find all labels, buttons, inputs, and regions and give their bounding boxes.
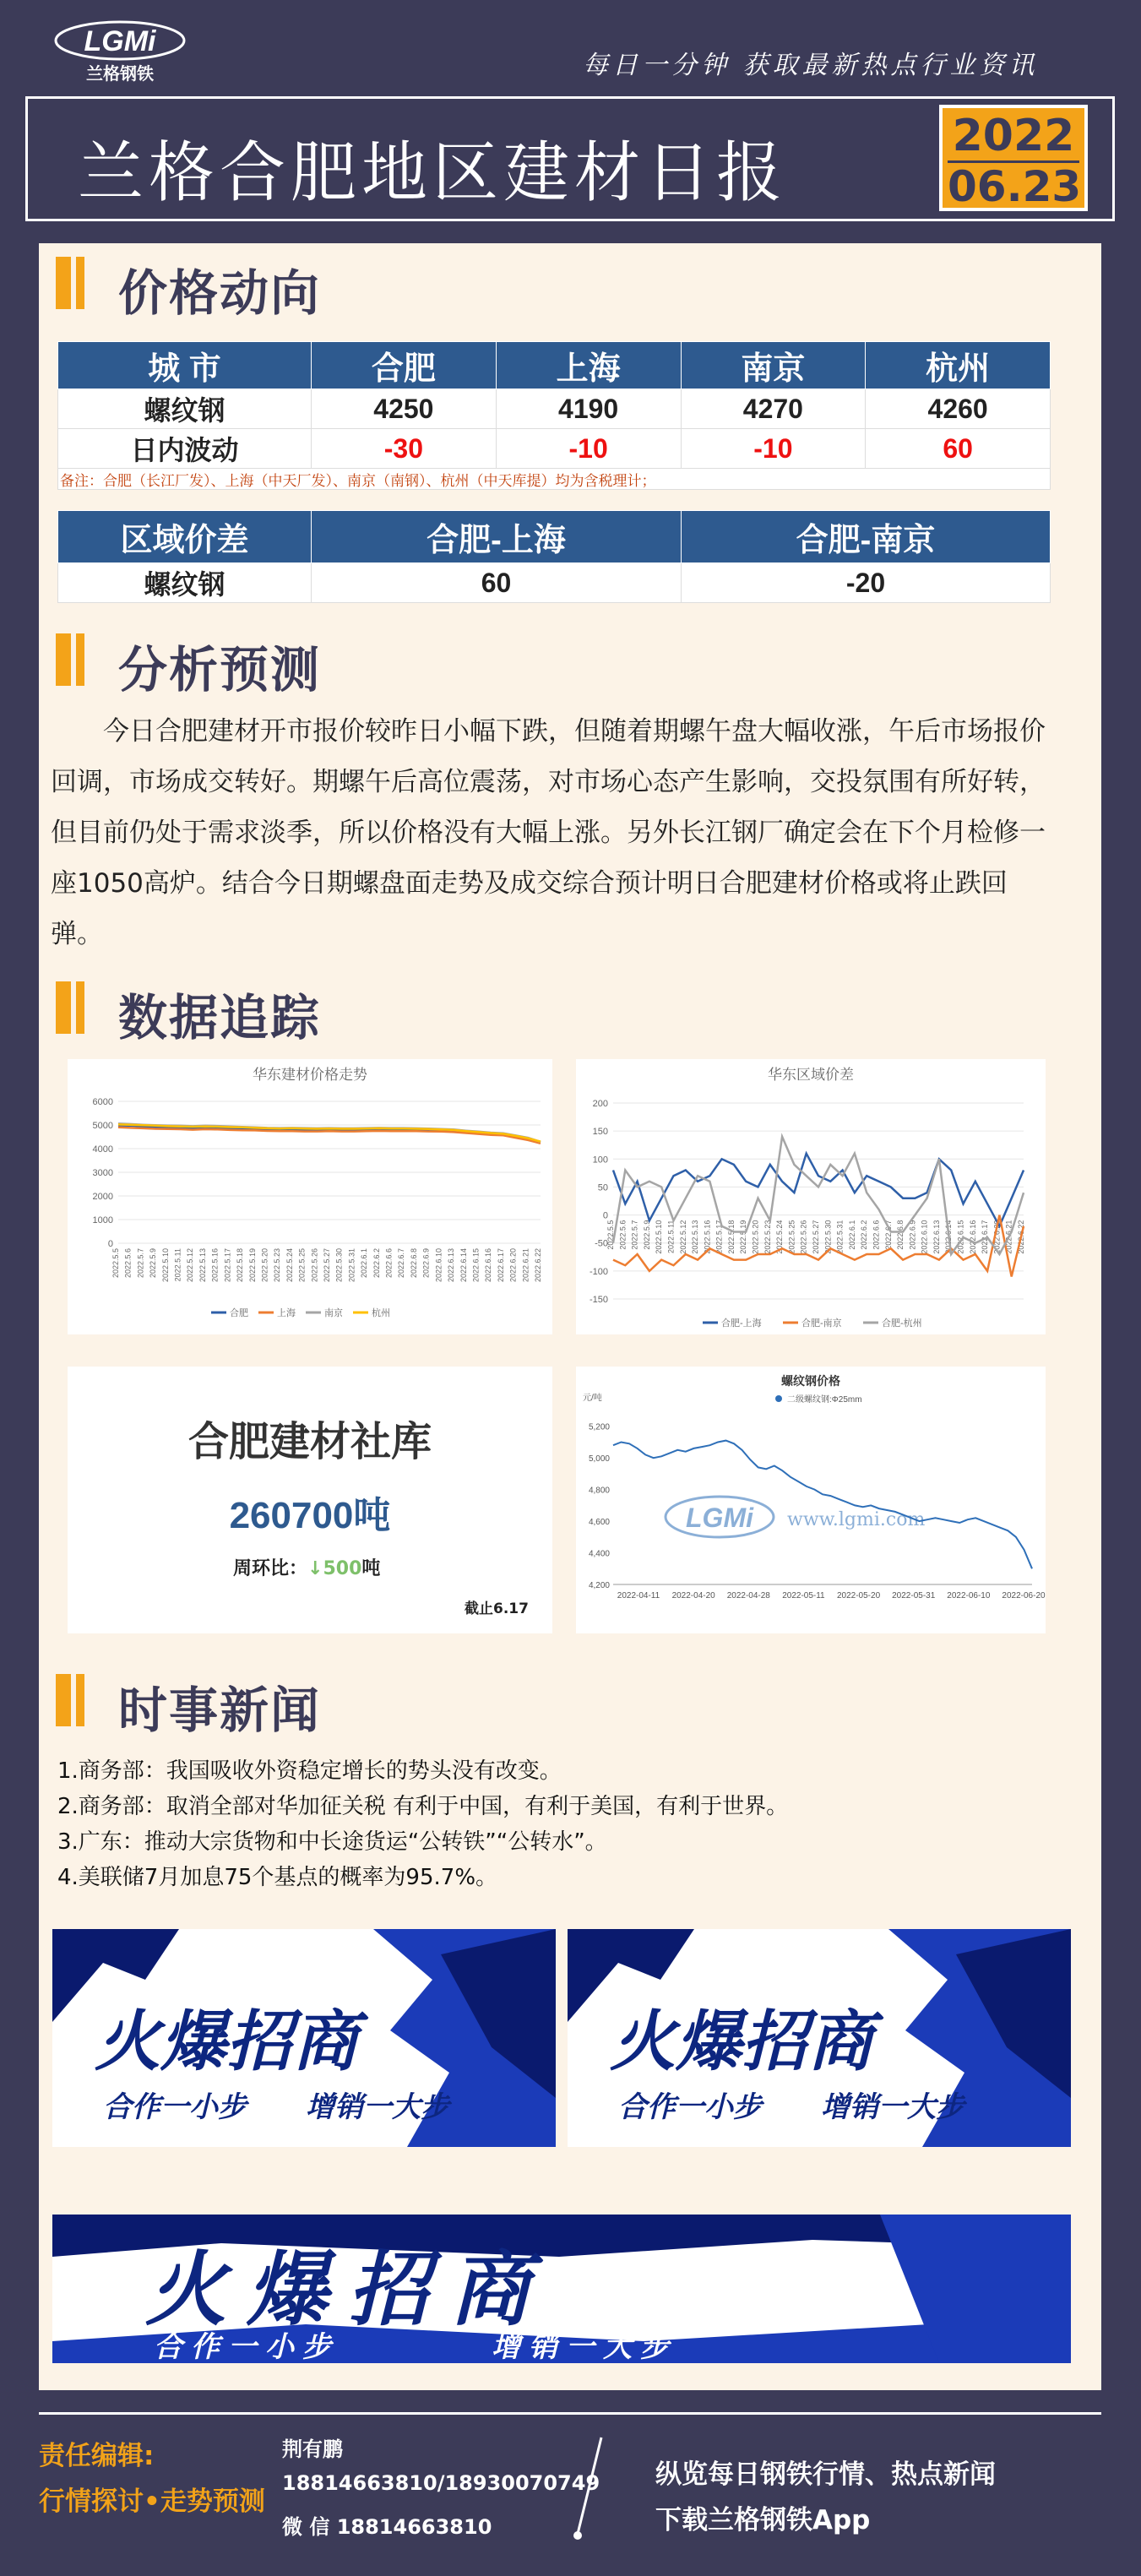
footer-slogan-1: 纵览每日钢铁行情、热点新闻 [655,2459,996,2490]
y-tick-label: 4,800 [588,1486,610,1496]
section-heading-news [56,1671,562,1739]
footer-editor-label: 责任编辑: [39,2441,155,2471]
y-tick-label: 6000 [92,1097,113,1107]
inventory-value: 260700吨 [229,1495,391,1536]
page-title: 兰格合肥地区建材日报 [78,135,788,211]
x-tick-label: 2022.5.19 [739,1220,748,1254]
footer-wechat: 微 信 18814663810 [282,2515,492,2539]
chart-svg [576,1059,1046,1334]
x-tick-label: 2022.5.10 [655,1220,664,1254]
x-tick-label: 2022.6.8 [409,1248,418,1279]
x-tick-label: 2022.6.16 [968,1220,977,1254]
down-arrow-icon: ↓ [307,1558,323,1579]
x-tick-label: 2022.5.16 [210,1248,220,1283]
y-tick-label: 5,000 [588,1454,610,1465]
x-tick-label: 2022.6.13 [447,1248,456,1283]
x-tick-label: 2022.5.16 [703,1220,712,1254]
x-tick-label: 2022.6.14 [944,1220,954,1254]
table-row [58,563,1051,603]
row-label: 螺纹钢 [58,563,312,603]
x-tick-label: 2022.6.21 [521,1248,530,1283]
x-tick-label: 2022.6.20 [992,1220,1002,1254]
x-tick-label: 2022.5.12 [186,1248,195,1283]
x-tick-label: 2022.5.9 [149,1248,158,1279]
date-monthday: 06.23 [948,162,1082,211]
chart-rebar-price [576,1367,1046,1633]
inventory-deadline: 截止6.17 [465,1600,529,1617]
legend-label: 上海 [277,1308,296,1318]
x-tick-label: 2022.5.26 [310,1248,319,1283]
ad-art [52,1929,556,2147]
chart-title: 螺纹钢价格 [781,1374,840,1388]
ad-banner-wide[interactable] [52,2215,1071,2363]
ad-sub1: 合作一小步 [103,2090,247,2124]
chart-svg [68,1059,552,1334]
y-tick-label: -50 [595,1238,608,1249]
section-heading-analysis [56,630,562,698]
x-tick-label: 2022.5.17 [223,1248,232,1283]
cell-change: -30 [312,429,497,469]
x-tick-label: 2022.5.30 [823,1220,833,1254]
wow-label: 周环比： [233,1558,308,1579]
legend-label: 合肥 [230,1308,248,1318]
cell-price: 4190 [496,389,681,429]
x-tick-label: 2022.6.10 [920,1220,929,1254]
news-item[interactable]: 4.美联储7月加息75个基点的概率为95.7%。 [57,1865,498,1890]
y-tick-label: 0 [107,1239,113,1249]
news-item[interactable]: 3.广东：推动大宗货物和中长途货运“公转铁”“公转水”。 [57,1829,607,1855]
price-note: 备注：合肥（长江厂发）、上海（中天厂发）、南京（南钢）、杭州（中天库提）均为含税理计； [57,468,1051,490]
ad-art [568,1929,1071,2147]
price-table [57,341,1051,469]
x-tick-label: 2022.5.13 [198,1248,207,1283]
wow-unit: 吨 [361,1558,381,1579]
x-tick-label: 2022.6.16 [484,1248,493,1283]
x-tick-label: 2022.6.2 [860,1220,869,1250]
x-tick-label: 2022.6.2 [372,1248,381,1279]
x-tick-label: 2022.5.20 [751,1220,760,1254]
legend-label: 南京 [324,1308,343,1318]
table-row [58,429,1051,469]
x-tick-label: 2022-06-10 [947,1591,991,1600]
ad-headline: 火爆招商 [145,2242,551,2337]
x-tick-label: 2022.5.25 [787,1220,796,1254]
y-tick-label: 2000 [92,1192,113,1202]
x-tick-label: 2022.6.9 [421,1248,431,1279]
section-heading-price [56,253,562,322]
y-tick-label: 150 [592,1127,608,1138]
spread-header-hefei-nanjing: 合肥-南京 [682,511,1051,563]
x-tick-label: 2022.6.6 [384,1248,394,1279]
footer-editor-name: 荆有鹏 [282,2437,343,2461]
price-header-city: 城 市 [58,342,312,389]
date-badge [939,105,1088,211]
x-tick-label: 2022.5.31 [347,1248,356,1283]
x-tick-label: 2022.5.18 [726,1220,736,1254]
news-item[interactable]: 1.商务部：我国吸收外资稳定增长的势头没有改变。 [57,1758,562,1784]
y-tick-label: 4000 [92,1144,113,1155]
x-tick-label: 2022.6.7 [883,1220,893,1250]
x-tick-label: 2022.5.25 [297,1248,307,1283]
y-tick-label: 4,600 [588,1518,610,1528]
y-tick-label: 3000 [92,1168,113,1178]
cell-spread: -20 [682,563,1051,603]
y-tick-label: -150 [589,1295,608,1305]
x-tick-label: 2022.5.30 [334,1248,344,1283]
x-tick-label: 2022-05-11 [782,1591,825,1600]
section-title: 分析预测 [118,641,322,698]
x-tick-label: 2022.6.13 [932,1220,941,1254]
x-tick-label: 2022.5.31 [835,1220,845,1254]
cell-price: 4250 [312,389,497,429]
x-tick-label: 2022.5.13 [691,1220,700,1254]
news-item[interactable]: 2.商务部：取消全部对华加征关税 有利于中国，有利于美国，有利于世界。 [57,1794,789,1819]
x-tick-label: 2022.5.7 [136,1248,145,1279]
logo-text: LGMi [84,25,156,57]
price-header-nanjing: 南京 [681,342,866,389]
tagline: 每日一分钟 获取最新热点行业资讯 [583,51,1039,80]
x-tick-label: 2022.6.22 [534,1248,542,1283]
x-tick-label: 2022.6.22 [1017,1220,1025,1254]
legend-label: 二级螺纹钢:Φ25mm [787,1395,862,1405]
section-title: 数据追踪 [118,989,322,1046]
footer-slogan-2[interactable]: 下载兰格钢铁App [655,2505,871,2535]
x-tick-label: 2022.5.7 [630,1220,639,1250]
ad-sub1: 合作一小步 [618,2090,762,2124]
price-header-hefei: 合肥 [312,342,497,389]
x-tick-label: 2022.6.14 [459,1248,468,1283]
y-tick-label: 1000 [92,1215,113,1226]
y-tick-label: -100 [589,1266,608,1277]
ad-sub2: 增销一大步 [821,2090,964,2124]
x-tick-label: 2022-05-20 [836,1591,881,1600]
inventory-wow [233,1554,380,1580]
row-label: 螺纹钢 [58,389,312,429]
ad-sub2: 增销一大步 [306,2090,449,2124]
ad-sub2: 增销一大步 [492,2330,677,2363]
price-header-shanghai: 上海 [496,342,681,389]
table-row [58,389,1051,429]
x-tick-label: 2022.5.17 [714,1220,724,1254]
cell-price: 4270 [681,389,866,429]
x-tick-label: 2022.5.24 [285,1248,294,1283]
x-tick-label: 2022-04-20 [671,1591,715,1600]
x-tick-label: 2022-05-31 [892,1591,936,1600]
lgmi-logo [52,19,187,86]
x-tick-label: 2022.6.1 [360,1248,369,1279]
spread-header-region: 区域价差 [58,511,312,563]
cell-change: -10 [496,429,681,469]
y-tick-label: 5,200 [588,1422,610,1432]
ad-banner-right[interactable] [568,1929,1071,2147]
legend-marker [775,1395,782,1402]
x-tick-label: 2022.5.27 [812,1220,820,1254]
x-tick-label: 2022-04-28 [726,1591,770,1600]
footer-phone: 18814663810/18930070749 [282,2471,600,2495]
ad-art [52,2215,1071,2363]
x-tick-label: 2022.6.7 [397,1248,406,1279]
spread-header-hefei-shanghai: 合肥-上海 [312,511,682,563]
x-tick-label: 2022.5.11 [666,1220,676,1253]
x-tick-label: 2022.6.17 [981,1220,990,1254]
watermark-logo: LGMi [686,1503,753,1533]
x-tick-label: 2022.5.23 [273,1248,282,1283]
y-tick-label: 200 [592,1099,608,1109]
chart-title: 华东区域价差 [768,1067,854,1083]
y-tick-label: 100 [592,1155,608,1166]
ad-headline: 火爆招商 [95,2004,359,2080]
section-title: 价格动向 [118,264,322,322]
x-tick-label: 2022.5.27 [323,1248,331,1283]
cell-spread: 60 [312,563,682,603]
watermark [666,1497,925,1537]
x-tick-label: 2022.5.12 [678,1220,687,1254]
divider-slash-icon [564,2432,615,2551]
x-tick-label: 2022.5.5 [606,1220,615,1250]
chart-east-china-price [68,1059,552,1334]
y-tick-label: 4,400 [588,1549,610,1559]
x-tick-label: 2022.6.17 [496,1248,505,1283]
legend-label: 杭州 [372,1308,390,1318]
y-tick-label: 4,200 [588,1581,610,1590]
ad-sub1: 合作一小步 [154,2330,340,2363]
y-tick-label: 5000 [92,1121,113,1131]
x-tick-label: 2022.5.9 [642,1220,651,1250]
x-tick-label: 2022.5.18 [236,1248,245,1283]
x-tick-label: 2022.6.8 [896,1220,905,1250]
row-label: 日内波动 [58,429,312,469]
section-heading-data [56,978,562,1046]
y-tick-label: 50 [597,1182,608,1193]
cell-price: 4260 [866,389,1051,429]
spread-table [57,510,1051,603]
x-tick-label: 2022.5.5 [111,1248,120,1279]
price-header-hangzhou: 杭州 [866,342,1051,389]
x-tick-label: 2022.5.6 [618,1220,628,1250]
legend-label: 合肥-南京 [801,1318,842,1329]
chart-svg [576,1367,1046,1633]
ad-banner-left[interactable] [52,1929,556,2147]
footer-editor-desc: 行情探讨•走势预测 [39,2486,265,2517]
chart-east-china-spread [576,1059,1046,1334]
x-tick-label: 2022.6.9 [908,1220,917,1250]
legend-label: 合肥-杭州 [882,1318,922,1329]
ad-headline: 火爆招商 [610,2004,874,2080]
x-tick-label: 2022.6.10 [434,1248,443,1283]
x-tick-label: 2022.5.19 [247,1248,257,1283]
y-tick-label: 0 [602,1210,608,1221]
analysis-paragraph: 今日合肥建材开市报价较昨日小幅下跌，但随着期螺午盘大幅收涨，午后市场报价回调，市场成交转好。期螺午后高位震荡，对市场心态产生影响，交投氛围有所好转，但目前仍处于需求淡季，所以价格没有大幅上涨。另外长江钢厂确定会在下个月检修一座1050高炉。结合今日期螺盘面走势及成交综合预计明日合肥建材价格或将止跌回弹。 [51,716,1046,949]
x-tick-label: 2022.6.15 [471,1248,481,1283]
cell-change: 60 [866,429,1051,469]
section-title: 时事新闻 [118,1682,322,1739]
inventory-title: 合肥建材社库 [187,1418,432,1465]
footer-divider [39,2412,1101,2415]
logo-subtext: 兰格钢铁 [86,63,154,84]
chart-title: 华东建材价格走势 [253,1067,367,1083]
x-tick-label: 2022-04-11 [617,1591,660,1600]
x-tick-label: 2022.6.15 [956,1220,965,1254]
x-tick-label: 2022.6.1 [847,1220,856,1250]
watermark-url: www.lgmi.com [787,1509,926,1530]
date-year: 2022 [952,111,1075,161]
x-tick-label: 2022.5.26 [799,1220,808,1254]
x-tick-label: 2022.5.20 [260,1248,269,1283]
x-tick-label: 2022-06-20 [1002,1591,1046,1600]
x-tick-label: 2022.5.23 [763,1220,772,1254]
x-tick-label: 2022.5.11 [173,1248,182,1282]
x-tick-label: 2022.6.20 [508,1248,518,1283]
x-tick-label: 2022.6.6 [872,1220,881,1250]
x-tick-label: 2022.5.6 [123,1248,133,1279]
x-tick-label: 2022.6.21 [1004,1220,1013,1254]
inventory-card [68,1367,552,1633]
x-tick-label: 2022.5.24 [775,1220,785,1254]
y-unit-label: 元/吨 [583,1394,602,1403]
legend-label: 合肥-上海 [721,1318,762,1329]
cell-change: -10 [681,429,866,469]
wow-value: 500 [323,1558,362,1579]
x-tick-label: 2022.5.10 [160,1248,170,1283]
